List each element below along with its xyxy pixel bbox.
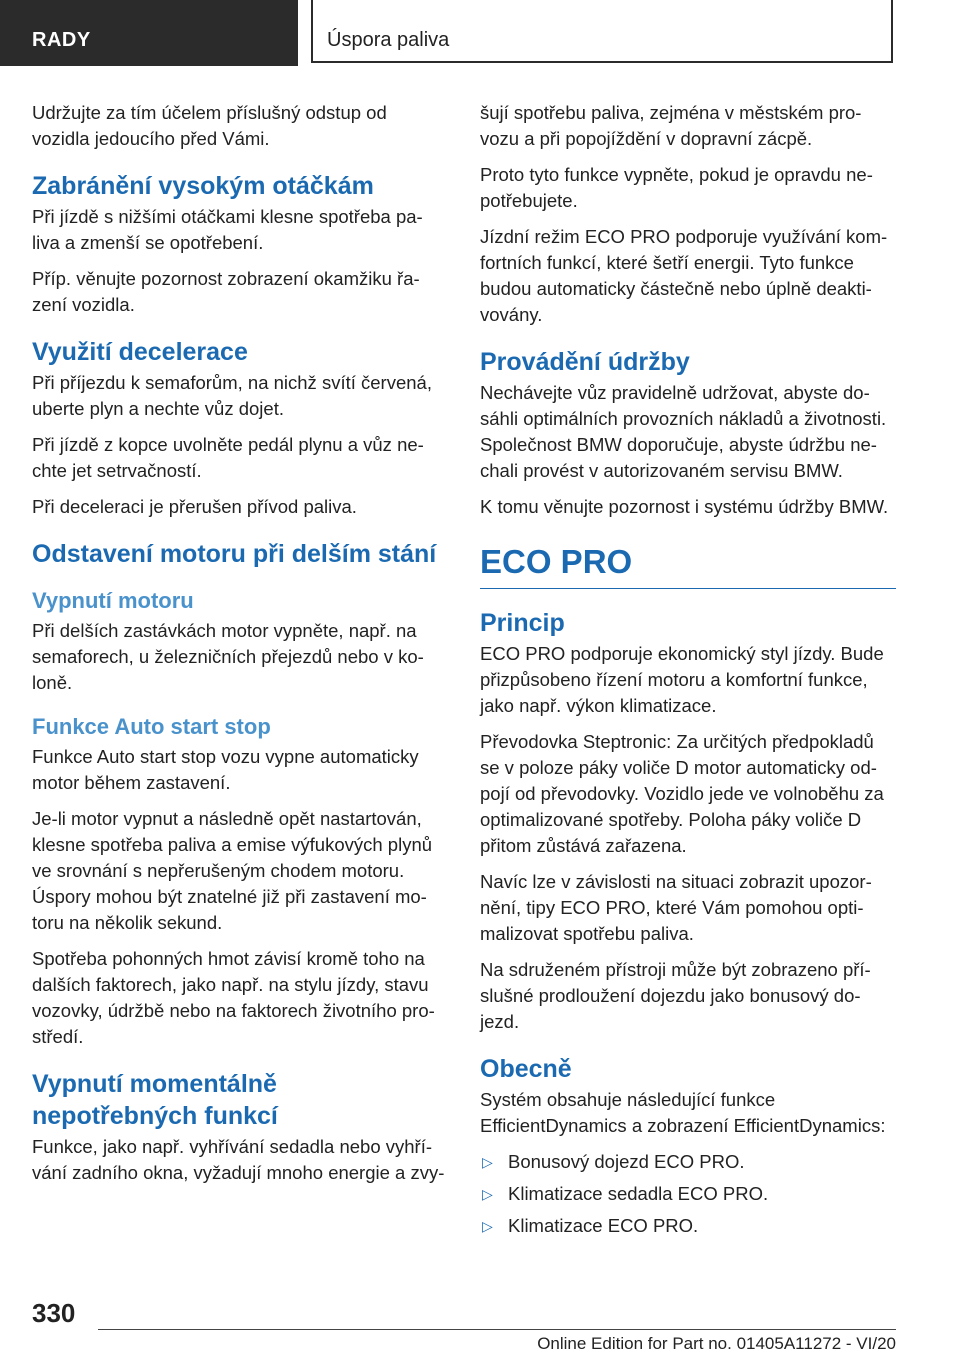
heading-deceleration: Využití decelerace	[32, 338, 248, 366]
paragraph: Udržujte za tím účelem příslušný odstup od vozidla jedoucího před Vámi.	[32, 102, 387, 149]
subheading-auto-start-stop: Funkce Auto start stop	[32, 714, 271, 739]
page-header	[0, 0, 960, 66]
section-label: RADY	[32, 29, 91, 51]
paragraph: Příp. věnujte pozornost zobrazení okamžiku řa-zení vozidla.	[32, 268, 420, 315]
paragraph: Převodovka Steptronic: Za určitých předpokladů se v poloze páky voliče D motor automaticky od-pojí od převodovky. Vozidlo jede ve volnoběhu za optimalizované spotřeby. Poloha páky voliče D přitom zůstává zařazena.	[480, 731, 884, 856]
paragraph: Navíc lze v závislosti na situaci zobrazit upozor-nění, tipy ECO PRO, které Vám pomohou opti-malizovat spotřebu paliva.	[480, 871, 872, 944]
edition-note: Online Edition for Part no. 01405A11272 - VI/20	[537, 1334, 896, 1353]
heading-maintenance: Provádění údržby	[480, 348, 690, 376]
paragraph: Při příjezdu k semaforům, na nichž svítí červená, uberte plyn a nechte vůz dojet.	[32, 372, 432, 419]
heading-general: Obecně	[480, 1055, 572, 1083]
page-number: 330	[32, 1298, 76, 1328]
paragraph: Systém obsahuje následující funkce EfficientDynamics a zobrazení EfficientDynamics:	[480, 1089, 886, 1136]
subheading-engine-off: Vypnutí motoru	[32, 588, 194, 613]
paragraph: Na sdruženém přístroji může být zobrazeno pří-slušné prodloužení dojezdu jako bonusový do-jezd.	[480, 959, 871, 1032]
paragraph: Nechávejte vůz pravidelně udržovat, abyste do-sáhli optimálních provozních nákladů a životnosti. Společnost BMW doporučuje, abyste údržbu ne-chali provést v autorizovaném servisu BMW.	[480, 382, 887, 481]
list-item-text: Klimatizace ECO PRO.	[508, 1215, 699, 1236]
chapter-title: Úspora paliva	[327, 29, 450, 51]
paragraph: Při deceleraci je přerušen přívod paliva.	[32, 496, 357, 517]
section-tab	[0, 0, 298, 66]
paragraph: Spotřeba pohonných hmot závisí kromě toho na dalších faktorech, jako např. na stylu jízdy, stavu vozovky, údržbě nebo na faktorech životního pro-středí.	[32, 948, 435, 1047]
paragraph: Při jízdě z kopce uvolněte pedál plynu a vůz ne-chte jet setrvačností.	[32, 434, 424, 481]
list-item	[480, 1181, 896, 1207]
paragraph: ECO PRO podporuje ekonomický styl jízdy. Bude přizpůsobeno řízení motoru a komfortní funkce, jako např. výkon klimatizace.	[480, 643, 884, 716]
triangle-bullet-icon: ▷	[482, 1154, 493, 1170]
paragraph: šují spotřebu paliva, zejména v městském pro-vozu a při popojíždění v dopravní zácpě.	[480, 102, 862, 149]
paragraph: Proto tyto funkce vypněte, pokud je opravdu ne-potřebujete.	[480, 164, 873, 211]
function-list	[480, 1149, 896, 1239]
list-item	[480, 1149, 896, 1175]
paragraph: Je-li motor vypnut a následně opět nastartován, klesne spotřeba paliva a emise výfukových plynů ve srovnání s nepřerušeným chodem motoru. Úspory mohou být znatelné již při zastavení mo-toru na několik sekund.	[32, 808, 433, 933]
heading-principle: Princip	[480, 609, 565, 637]
list-item-text: Bonusový dojezd ECO PRO.	[508, 1151, 745, 1172]
left-column	[32, 100, 447, 1196]
triangle-bullet-icon: ▷	[482, 1218, 493, 1234]
paragraph: Funkce Auto start stop vozu vypne automaticky motor během zastavení.	[32, 746, 419, 793]
paragraph: Při jízdě s nižšími otáčkami klesne spotřeba pa-liva a zmenší se opotřebení.	[32, 206, 423, 253]
footer-divider	[98, 1329, 896, 1330]
paragraph: Jízdní režim ECO PRO podporuje využívání kom-fortních funkcí, které šetří energii. Tyto funkce budou automaticky částečně nebo úplně deakti-vovány.	[480, 226, 888, 325]
heading-unneeded-functions: Vypnutí momentálně nepotřebných funkcí	[32, 1070, 278, 1130]
list-item-text: Klimatizace sedadla ECO PRO.	[508, 1183, 769, 1204]
heading-rpm: Zabránění vysokým otáčkám	[32, 172, 374, 200]
paragraph: K tomu věnujte pozornost i systému údržby BMW.	[480, 496, 889, 517]
heading-engine-stop: Odstavení motoru při delším stání	[32, 540, 437, 568]
paragraph: Při delších zastávkách motor vypněte, např. na semaforech, u železničních přejezdů nebo v ko-loně.	[32, 620, 424, 693]
paragraph: Funkce, jako např. vyhřívání sedadla nebo vyhří-vání zadního okna, vyžadují mnoho energie a zvy-	[32, 1136, 445, 1183]
chapter-heading-eco-pro: ECO PRO	[480, 540, 896, 589]
list-item	[480, 1213, 896, 1239]
chapter-tab	[311, 0, 893, 63]
right-column	[480, 100, 896, 1245]
triangle-bullet-icon: ▷	[482, 1186, 493, 1202]
